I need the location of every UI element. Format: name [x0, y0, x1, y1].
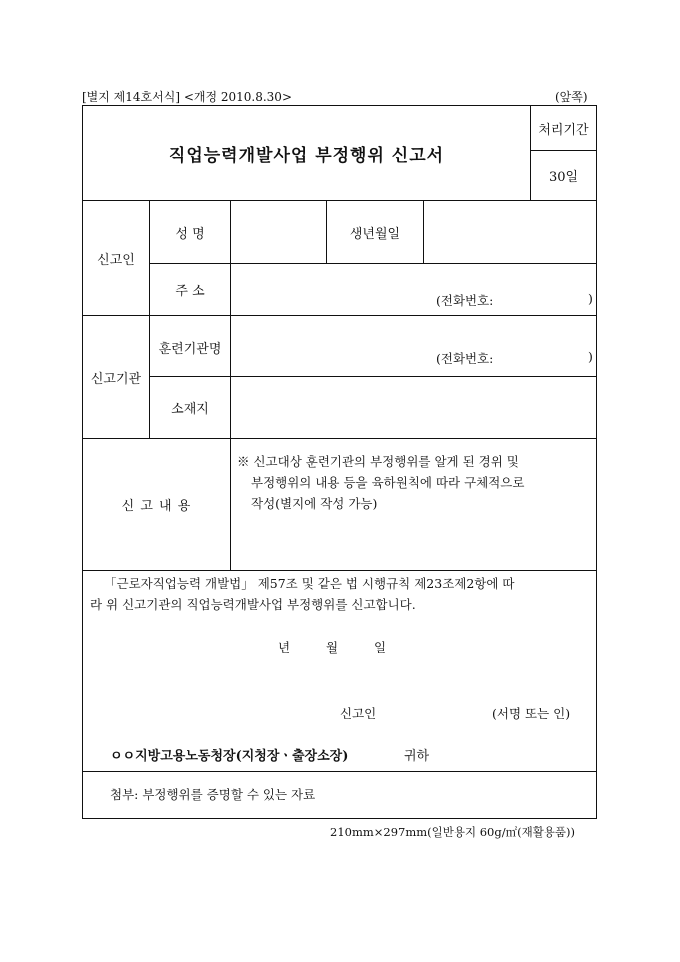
- institution-name-field[interactable]: [231, 316, 596, 376]
- reporter-birthdate-label: 생년월일: [349, 226, 401, 242]
- reporter-address-label: 주 소: [175, 284, 205, 299]
- report-content-note-line3: 작성(별지에 작성 가능): [251, 496, 378, 511]
- institution-section-label: 신고기관: [90, 371, 142, 387]
- institution-name-label: 훈련기관명: [158, 342, 222, 357]
- reporter-phone-close: ): [588, 291, 593, 306]
- report-content-label: 신 고 내 용: [121, 499, 192, 514]
- form-title: 직업능력개발사업 부정행위 신고서: [168, 145, 445, 166]
- reporter-phone-label: (전화번호:: [436, 293, 494, 308]
- frame-right: [596, 105, 597, 819]
- reporter-address-field[interactable]: [231, 264, 596, 315]
- form-number: [별지 제14호서식] <개정 2010.8.30>: [82, 90, 292, 104]
- date-day-label: 일: [374, 640, 387, 655]
- date-month-label: 월: [326, 640, 339, 655]
- statement-line1: 「근로자직업능력 개발법」 제57조 및 같은 법 시행규칙 제23조제2항에 따: [104, 576, 515, 591]
- institution-location-label: 소재지: [171, 402, 209, 417]
- reporter-name-field[interactable]: [231, 201, 326, 263]
- institution-location-field[interactable]: [231, 377, 596, 438]
- recipient-suffix: 귀하: [404, 749, 430, 764]
- reporter-section-label: 신고인: [97, 252, 135, 268]
- statement-line2: 라 위 신고기관의 직업능력개발사업 부정행위를 신고합니다.: [90, 597, 416, 612]
- signer-label: 신고인: [340, 706, 377, 721]
- reporter-name-label: 성 명: [175, 226, 205, 242]
- report-content-field[interactable]: [231, 439, 596, 570]
- processing-period-value: 30일: [548, 170, 579, 185]
- date-year-label: 년: [278, 640, 291, 655]
- frame-bottom: [82, 818, 597, 819]
- report-content-note-line1: ※ 신고대상 훈련기관의 부정행위를 알게 된 경위 및: [237, 454, 519, 469]
- report-content-note-line2: 부정행위의 내용 등을 육하원칙에 따라 구체적으로: [251, 475, 525, 490]
- reporter-birthdate-field[interactable]: [424, 201, 596, 263]
- institution-phone-label: (전화번호:: [436, 351, 494, 366]
- paper-size-note: 210mm×297mm(일반용지 60g/㎡(재활용품)): [330, 825, 575, 839]
- attachment-note: 첨부: 부정행위를 증명할 수 있는 자료: [110, 787, 316, 802]
- recipient-name: ㅇㅇ지방고용노동청장(지청장ㆍ출장소장): [110, 749, 349, 764]
- signature-note: (서명 또는 인): [492, 706, 571, 721]
- processing-period-label: 처리기간: [538, 122, 589, 138]
- institution-phone-close: ): [588, 349, 593, 364]
- page-side-label: (앞쪽): [555, 90, 588, 104]
